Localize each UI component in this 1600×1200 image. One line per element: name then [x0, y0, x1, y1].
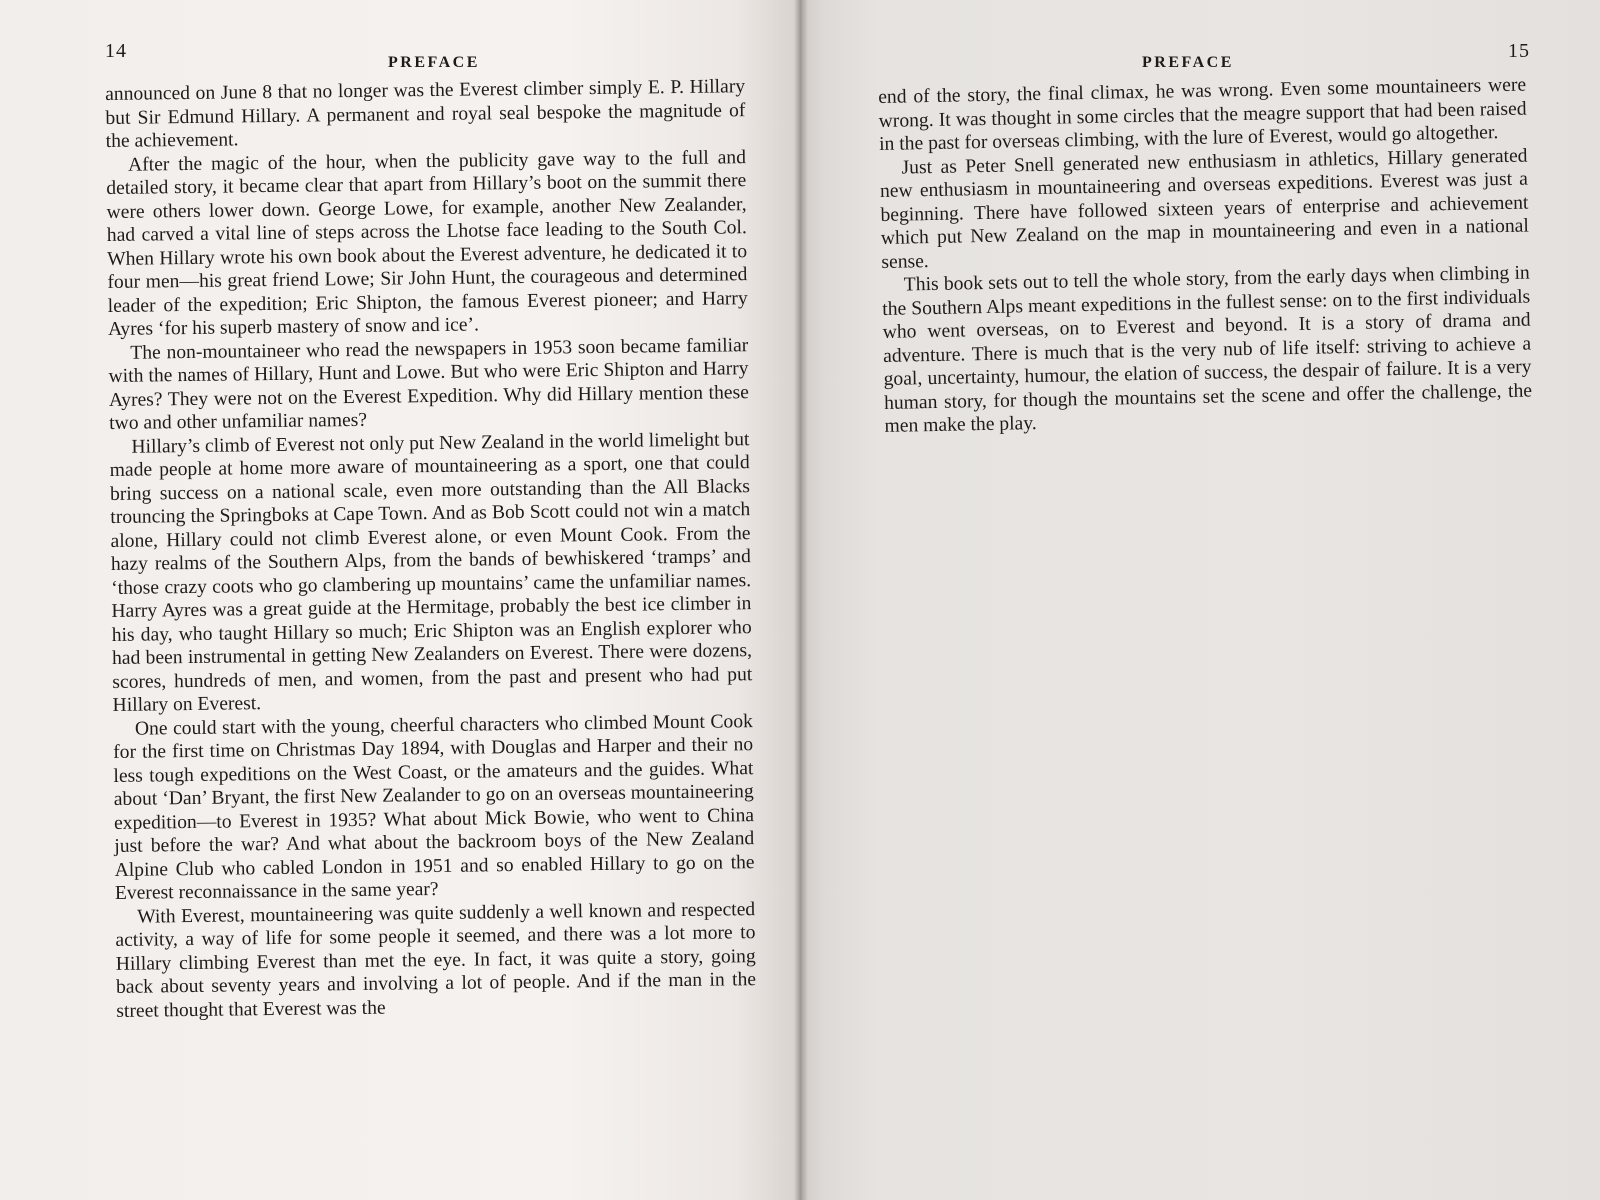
page-number: 15: [1508, 40, 1530, 62]
paragraph: This book sets out to tell the whole story, from the early days when climbing in the Southern Alps meant expeditions in the fullest sense: on to the first individuals who went overseas, on to Everest and beyond. It is a story of drama and adventure. There is much that is the very nub of life itself: striving to achieve a goal, uncertainty, humour, the elation of success, the despair of failure. It is a very human story, for though the mountains set the scene and offer the challenge, the men make the play.: [882, 262, 1533, 437]
right-page: [800, 0, 1600, 1200]
paragraph: With Everest, mountaineering was quite suddenly a well known and respected activity, a way of life for some people it seemed, and there was a lot more to Hillary climbing Everest than met the eye. In fact, it was quite a story, going back about seventy years and involving a lot of people. And if the man in the street thought that Everest was the: [115, 898, 757, 1022]
paragraph: One could start with the young, cheerful characters who climbed Mount Cook for the first time on Christmas Day 1894, with Douglas and Harper and their no less tough expeditions on the West Coast, or the amateurs and the guides. What about ‘Dan’ Bryant, the first New Zealander to go on an overseas mountaineering expedition—to Everest in 1935? What about Mick Bowie, who went to China just before the war? And what about the backroom boys of the New Zealand Alpine Club who cabled London in 1951 and so enabled Hillary to go on the Everest reconnaissance in the same year?: [113, 710, 755, 904]
body-text: [105, 75, 756, 1023]
paragraph: Hillary’s climb of Everest not only put New Zealand in the world limelight but made people at home more aware of mountaineering as a sport, one that could bring success on a national scale, even more outstanding than the All Blacks trouncing the Springboks at Cape Town. And as Bob Scott could not win a match alone, Hillary could not climb Everest alone, or even Mount Cook. From the hazy realms of the Southern Alps, from the bands of bewhiskered ‘tramps’ and ‘those crazy coots who go clambering up mountains’ came the unfamiliar names. Harry Ayres was a great guide at the Hermitage, probably the best ice climber in his day, who taught Hillary so much; Eric Shipton was an English explorer who had been instrumental in getting New Zealanders on Everest. There were dozens, scores, hundreds of men, and women, from the past and present who had put Hillary on Everest.: [109, 428, 753, 716]
running-head: PREFACE: [1142, 54, 1234, 71]
body-text: [878, 74, 1533, 439]
paragraph: announced on June 8 that no longer was the Everest climber simply E. P. Hillary but Sir Edmund Hillary. A permanent and royal seal bespoke the magnitude of the achievement.: [105, 76, 746, 152]
paragraph: end of the story, the final climax, he was wrong. Even some mountaineers were wrong. It was thought in some circles that the meagre support that had been raised in the past for overseas climbing, with the lure of Everest, would go altogether.: [878, 74, 1527, 155]
paragraph: The non-mountaineer who read the newspapers in 1953 soon became familiar with the names of Hillary, Hunt and Lowe. But who were Eric Shipton and Harry Ayres? They were not on the Everest Expedition. Why did Hillary mention these two and other unfamiliar names?: [108, 334, 749, 434]
book-gutter: [794, 0, 808, 1200]
running-head: PREFACE: [388, 54, 480, 71]
paragraph: Just as Peter Snell generated new enthusiasm in athletics, Hillary generated new enthusiasm in mountaineering and overseas expeditions. Everest was just a beginning. There have followed sixteen years of enterprise and achievement which put New Zealand on the map in mountaineering and even in a national sense.: [879, 145, 1530, 273]
paragraph: After the magic of the hour, when the publicity gave way to the full and detailed story, it became clear that apart from Hillary’s boot on the summit there were others lower down. George Lowe, for example, another New Zealander, had carved a vital line of steps across the Lhotse face leading to the South Col. When Hillary wrote his own book about the Everest adventure, he dedicated it to four men—his great friend Lowe; Sir John Hunt, the courageous and determined leader of the expedition; Eric Shipton, the famous Everest pioneer; and Harry Ayres ‘for his superb mastery of snow and ice’.: [106, 146, 748, 340]
page-number: 14: [105, 40, 127, 62]
